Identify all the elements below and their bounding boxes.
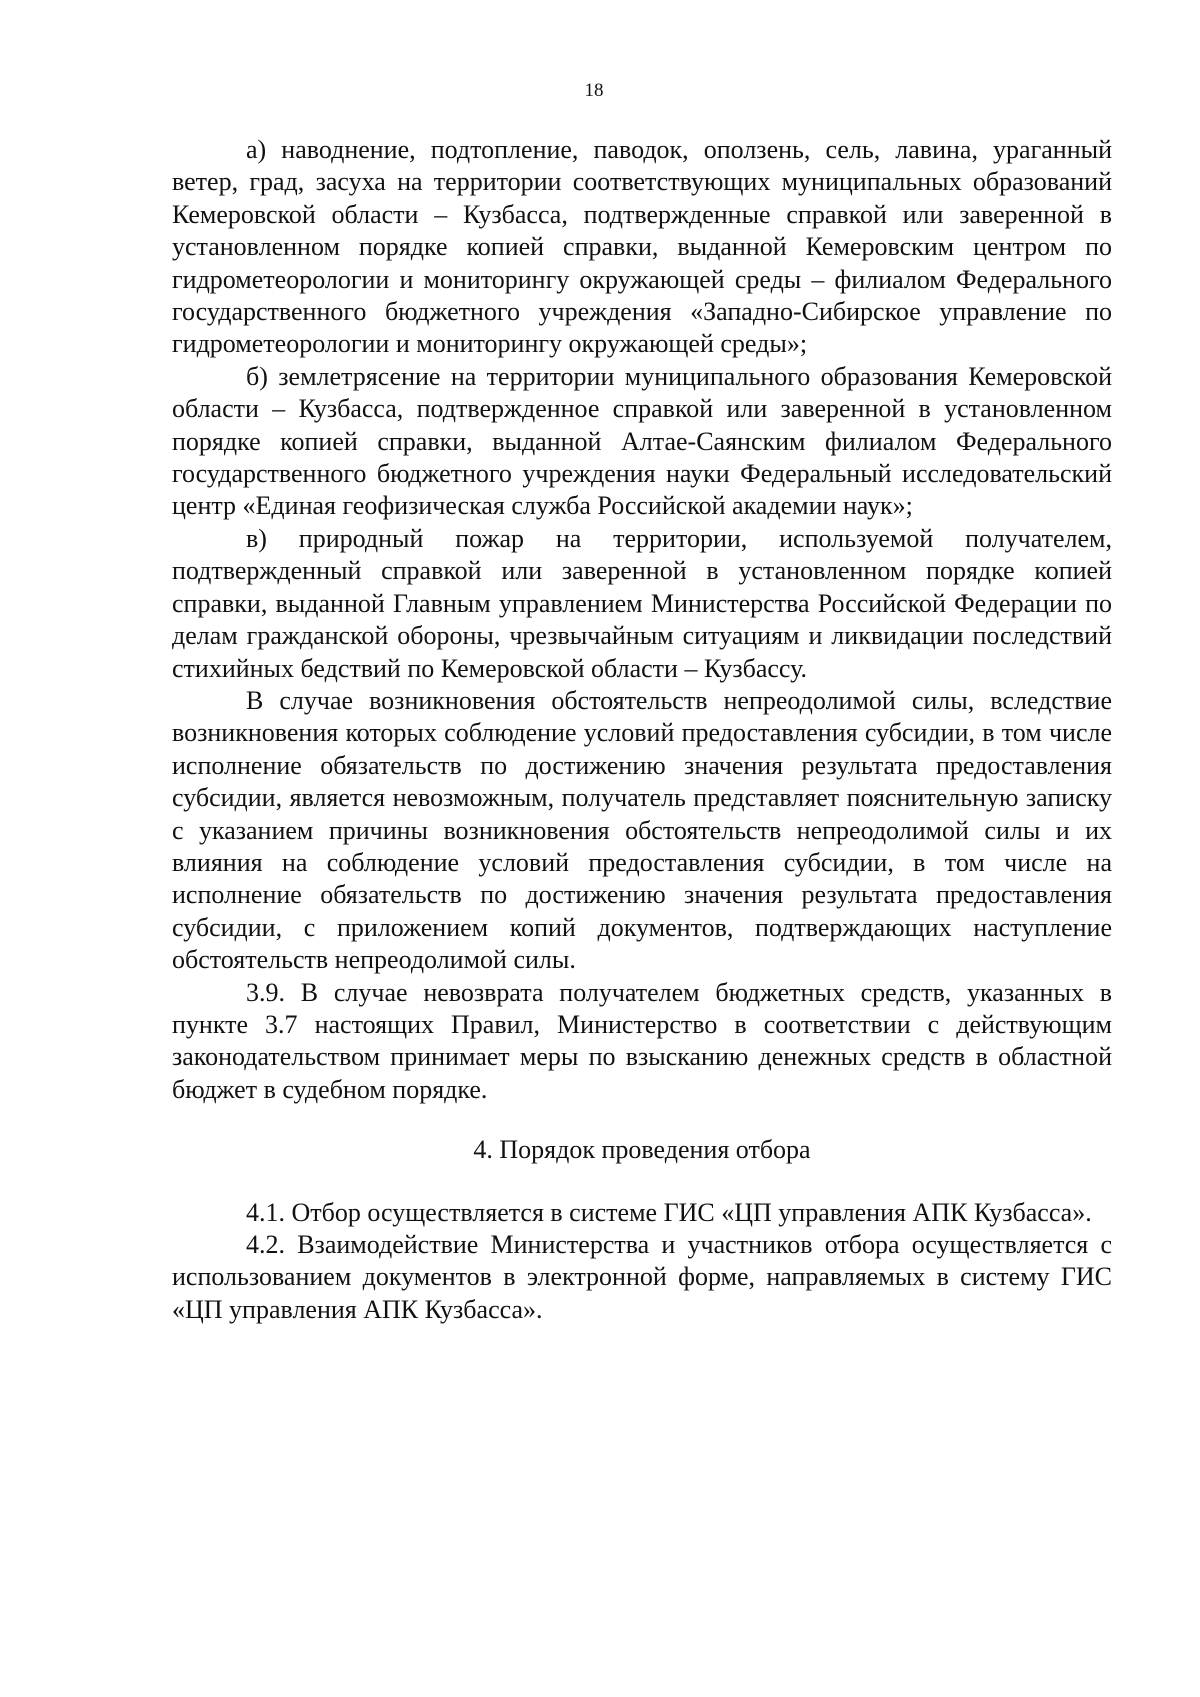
paragraph-wildfire: в) природный пожар на территории, используемой получателем, подтвержденный справкой или заверенной в установленном порядке копией справки, выданной Главным управлением Министерства Российской Федерации по делам гражданской обороны, чрезвычайным ситуациям и ликвидации последствий стихийных бедствий по Кемеровской области – Кузбассу. (172, 523, 1112, 683)
page-number: 18 (584, 80, 604, 101)
paragraph-4-2: 4.2. Взаимодействие Министерства и участников отбора осуществляется с использованием документов в электронной форме, направляемых в систему ГИС «ЦП управления АПК Кузбасса». (172, 1230, 1112, 1324)
section-heading: 4. Порядок проведения отбора (473, 1135, 811, 1165)
paragraph-earthquake: б) землетрясение на территории муниципального образования Кемеровской области – Кузбасса, подтвержденное справкой или заверенной в установленном порядке копией справки, выданной Алтае-Саянским филиалом Федерального государственного бюджетного учреждения науки Федеральный исследовательский центр «Единая геофизическая служба Российской академии наук»; (172, 361, 1112, 521)
paragraph-3-9: 3.9. В случае невозврата получателем бюджетных средств, указанных в пункте 3.7 настоящих Правил, Министерство в соответствии с действующим законодательством принимает меры по взысканию денежных средств в областной бюджет в судебном порядке. (172, 977, 1112, 1104)
paragraph-force-majeure: В случае возникновения обстоятельств непреодолимой силы, вследствие возникновения которых соблюдение условий предоставления субсидии, в том числе исполнение обязательств по достижению значения результата предоставления субсидии, является невозможным, получатель представляет пояснительную записку с указанием причины возникновения обстоятельств непреодолимой силы и их влияния на соблюдение условий предоставления субсидии, в том числе на исполнение обязательств по достижению значения результата предоставления субсидии, с приложением копий документов, подтверждающих наступление обстоятельств непреодолимой силы. (172, 685, 1112, 975)
paragraph-flood: а) наводнение, подтопление, паводок, оползень, сель, лавина, ураганный ветер, град, засуха на территории соответствующих муниципальных образований Кемеровской области – Кузбасса, подтвержденные справкой или заверенной в установленном порядке копией справки, выданной Кемеровским центром по гидрометеорологии и мониторингу окружающей среды – филиалом Федерального государственного бюджетного учреждения «Западно-Сибирское управление по гидрометеорологии и мониторингу окружающей среды»; (172, 135, 1112, 359)
document-body (172, 134, 1112, 1326)
paragraph-4-1: 4.1. Отбор осуществляется в системе ГИС «ЦП управления АПК Кузбасса». (246, 1197, 1092, 1227)
